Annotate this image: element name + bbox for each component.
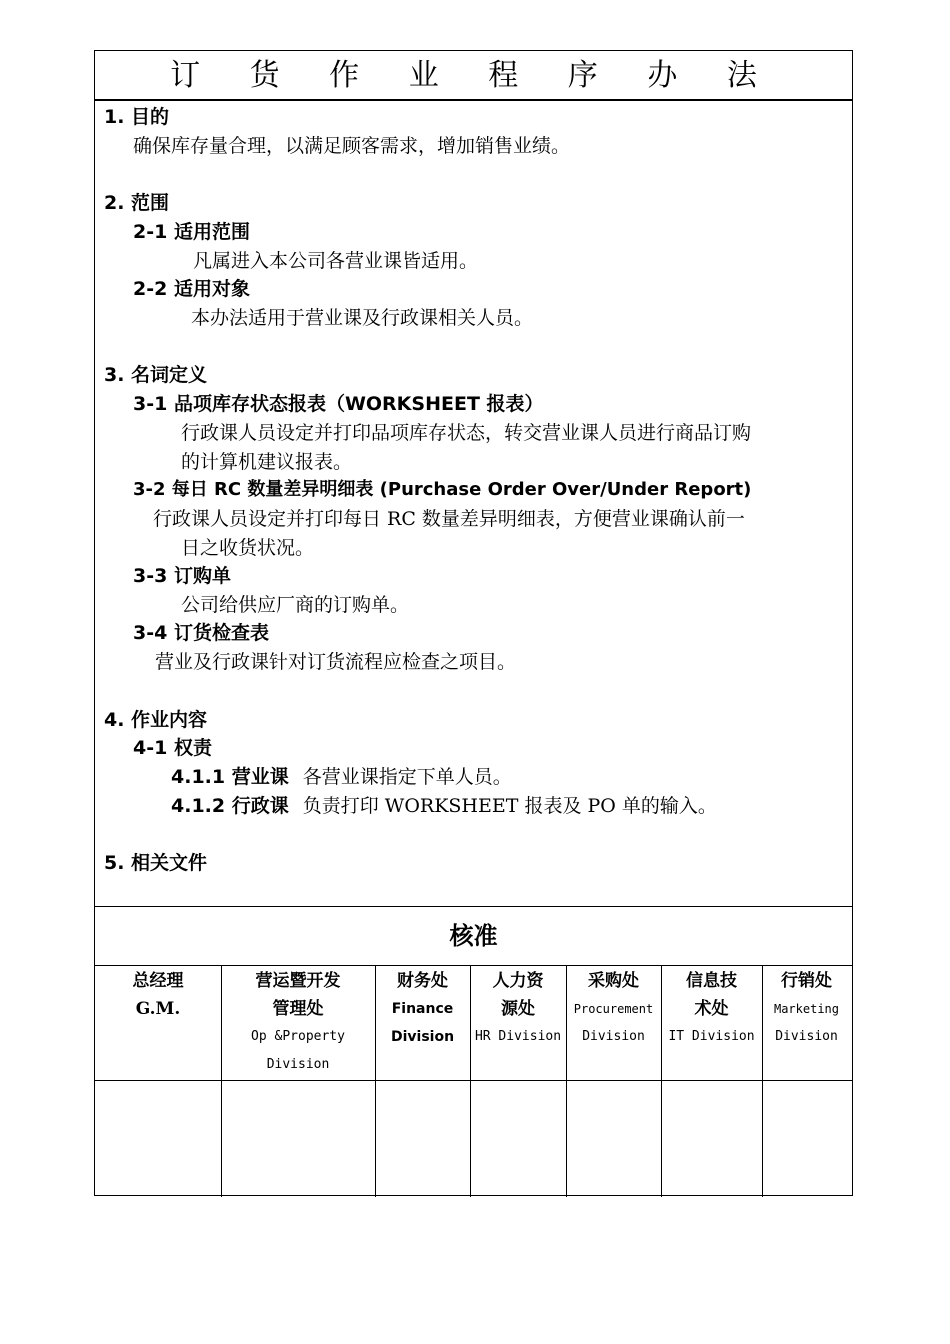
section-4-1-heading: 4-1 权责 — [133, 737, 212, 759]
section-3-2-text-cont: 日之收货状况。 — [181, 537, 315, 559]
approval-col-op-zh-2: 管理处 — [272, 999, 324, 1019]
section-3-heading: 3. 名词定义 — [104, 364, 208, 386]
approval-col-it-zh: 信息技 — [686, 971, 737, 991]
section-3-1-heading: 3-1 品项库存状态报表（WORKSHEET 报表） — [133, 393, 544, 415]
approval-col-op-en-2: Division — [266, 1057, 330, 1072]
approval-col-it-en: IT Division — [668, 1029, 755, 1044]
approval-col-gm — [95, 965, 221, 1081]
approval-col-marketing-zh: 行销处 — [781, 971, 832, 991]
approval-col-it — [661, 965, 762, 1081]
section-4-1-1-label: 4.1.1 营业课 — [171, 766, 289, 788]
approval-col-hr-en: HR Division — [474, 1029, 562, 1044]
approval-col-finance-en: Finance — [391, 1001, 454, 1017]
section-2-2-heading: 2-2 适用对象 — [133, 278, 250, 300]
section-2-heading: 2. 范围 — [104, 192, 170, 214]
approval-col-gm-en: G.M. — [135, 999, 181, 1019]
approval-col-marketing-en-2: Division — [775, 1029, 838, 1044]
section-4-1-1 — [171, 763, 512, 791]
approval-col-op — [221, 965, 375, 1081]
section-1-text: 确保库存量合理，以满足顾客需求，增加销售业绩。 — [133, 135, 571, 157]
approval-col-procurement — [566, 965, 661, 1081]
section-5-heading: 5. 相关文件 — [104, 852, 208, 874]
document-frame — [94, 50, 853, 1196]
approval-col-finance-zh: 财务处 — [397, 971, 448, 991]
approval-col-procurement-en: Procurement — [573, 1002, 654, 1016]
section-3-1-text-cont: 的计算机建议报表。 — [181, 451, 353, 473]
section-4-1-2-text: 负责打印 WORKSHEET 报表及 PO 单的输入。 — [302, 795, 717, 817]
approval-col-procurement-en-2: Division — [582, 1029, 645, 1044]
section-3-4-text: 营业及行政课针对订货流程应检查之项目。 — [155, 651, 517, 673]
section-2-1-heading: 2-1 适用范围 — [133, 221, 250, 243]
document-title: 订 货 作 业 程 序 办 法 — [95, 51, 852, 101]
approval-col-finance-en-2: Division — [390, 1029, 455, 1045]
approval-col-hr — [470, 965, 566, 1081]
approval-col-procurement-zh: 采购处 — [588, 971, 639, 991]
approval-col-op-en: Op &Property — [251, 1029, 345, 1044]
section-2-1-text: 凡属进入本公司各营业课皆适用。 — [193, 250, 479, 272]
approval-col-marketing-en: Marketing — [773, 1002, 840, 1016]
section-4-1-2-label: 4.1.2 行政课 — [171, 795, 289, 817]
approval-col-it-zh-2: 术处 — [694, 999, 729, 1019]
approval-col-op-zh: 营运暨开发 — [255, 971, 341, 991]
section-4-1-1-text: 各营业课指定下单人员。 — [302, 766, 512, 788]
section-4-heading: 4. 作业内容 — [104, 709, 208, 731]
section-3-3-heading: 3-3 订购单 — [133, 565, 231, 587]
section-3-2-heading: 3-2 每日 RC 数量差异明细表 (Purchase Order Over/Under Report) — [133, 479, 752, 500]
approval-col-hr-zh: 人力资 — [492, 971, 544, 991]
section-1-heading: 1. 目的 — [104, 106, 170, 128]
section-3-1-text: 行政课人员设定并打印品项库存状态，转交营业课人员进行商品订购 — [181, 422, 752, 444]
approval-col-hr-zh-2: 源处 — [501, 999, 535, 1019]
section-4-1-2 — [171, 792, 717, 820]
section-3-3-text: 公司给供应厂商的订购单。 — [181, 594, 410, 616]
approval-col-finance — [375, 965, 470, 1081]
approval-col-marketing — [762, 965, 851, 1081]
approval-col-gm-zh: 总经理 — [132, 971, 184, 991]
approval-title: 核准 — [449, 922, 498, 950]
section-2-2-text: 本办法适用于营业课及行政课相关人员。 — [191, 307, 534, 329]
section-3-2-text: 行政课人员设定并打印每日 RC 数量差异明细表，方便营业课确认前一 — [153, 508, 745, 530]
section-3-4-heading: 3-4 订货检查表 — [133, 622, 269, 644]
